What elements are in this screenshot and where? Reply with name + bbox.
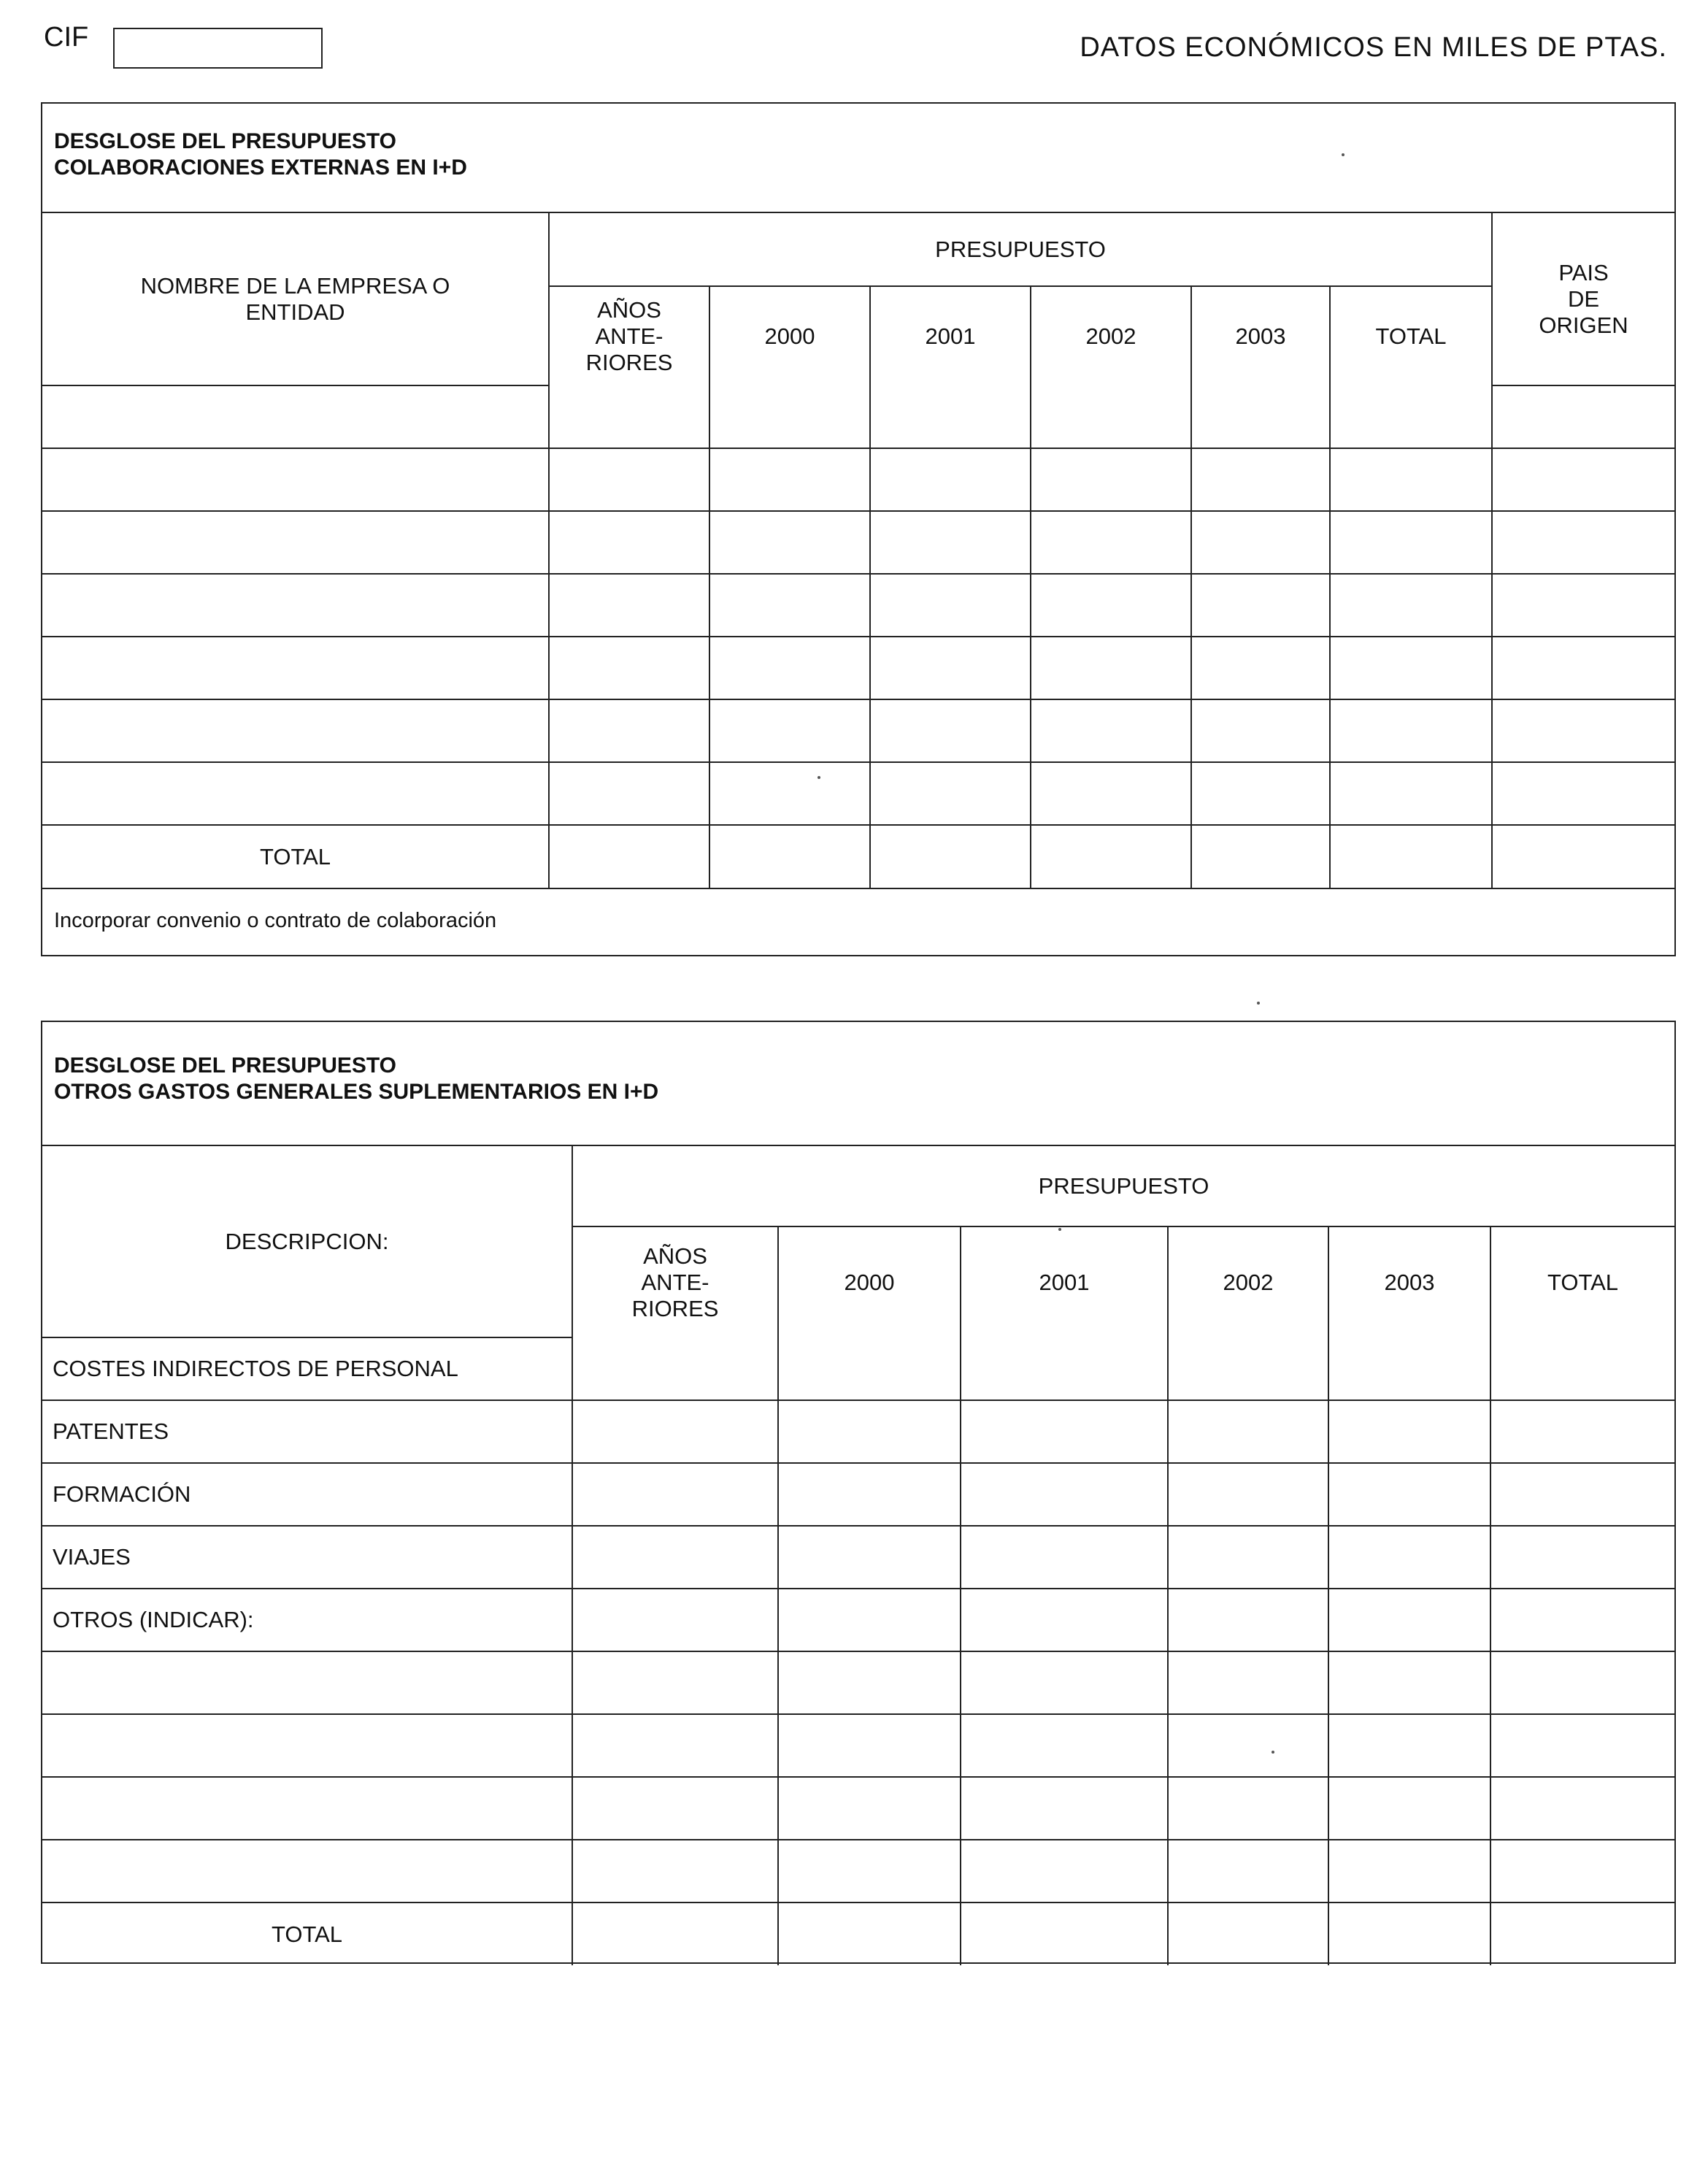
entry-cell[interactable] (1492, 574, 1674, 637)
section1-title-line2: COLABORACIONES EXTERNAS EN I+D (54, 156, 467, 180)
entry-cell[interactable] (1490, 1714, 1674, 1777)
entry-cell[interactable] (709, 511, 870, 574)
expenses-total-row (42, 1903, 1674, 1965)
entry-cell[interactable] (870, 511, 1031, 574)
expense-row (42, 1463, 1674, 1526)
entry-cell[interactable] (961, 1526, 1168, 1589)
entry-cell[interactable] (42, 762, 549, 825)
entry-cell[interactable] (778, 1777, 961, 1840)
total-header: TOTAL (1330, 286, 1492, 385)
entry-cell[interactable] (1031, 699, 1191, 762)
entry-cell[interactable] (778, 1337, 961, 1400)
entry-cell[interactable] (778, 1840, 961, 1903)
year-2000-header-2: 2000 (778, 1226, 961, 1337)
entry-cell[interactable] (870, 574, 1031, 637)
entry-cell[interactable] (778, 1400, 961, 1463)
entry-cell[interactable] (549, 637, 709, 699)
entry-cell[interactable] (1492, 762, 1674, 825)
expense-row (42, 1651, 1674, 1714)
entry-cell[interactable] (1168, 1526, 1328, 1589)
expense-row (42, 1777, 1674, 1840)
entry-cell[interactable] (572, 1903, 778, 1965)
entry-cell[interactable] (1490, 1651, 1674, 1714)
collaboration-row (42, 448, 1674, 511)
year-2002-header: 2002 (1031, 286, 1191, 385)
entry-cell[interactable] (42, 574, 549, 637)
cif-label: CIF (44, 22, 89, 53)
entry-cell[interactable] (961, 1463, 1168, 1526)
expense-row-label[interactable] (42, 1840, 572, 1903)
section2-title-line2: OTROS GASTOS GENERALES SUPLEMENTARIOS EN I+D (54, 1080, 659, 1104)
entry-cell[interactable] (1031, 637, 1191, 699)
company-name-header: NOMBRE DE LA EMPRESA O ENTIDAD (42, 213, 549, 385)
entry-cell[interactable] (961, 1840, 1168, 1903)
expense-row-label[interactable] (42, 1714, 572, 1777)
entry-cell[interactable] (1168, 1337, 1328, 1400)
expense-row-label[interactable] (42, 1777, 572, 1840)
other-expenses-body (42, 1337, 1674, 1965)
entry-cell[interactable] (709, 385, 870, 448)
entry-cell[interactable] (778, 1651, 961, 1714)
entry-cell[interactable] (961, 1589, 1168, 1651)
collaboration-row (42, 511, 1674, 574)
entry-cell[interactable] (1031, 825, 1191, 888)
scan-speck (1058, 1228, 1061, 1231)
entry-cell[interactable] (572, 1777, 778, 1840)
entry-cell[interactable] (42, 385, 549, 448)
entry-cell[interactable] (549, 385, 709, 448)
entry-cell[interactable] (1191, 511, 1330, 574)
expense-row (42, 1526, 1674, 1589)
entry-cell[interactable] (709, 762, 870, 825)
previous-years-header-2: AÑOS ANTE- RIORES (572, 1226, 778, 1337)
entry-cell[interactable] (709, 825, 870, 888)
previous-years-header: AÑOS ANTE- RIORES (549, 286, 709, 385)
entry-cell[interactable] (778, 1903, 961, 1965)
entry-cell[interactable] (1031, 762, 1191, 825)
expense-row-label: COSTES INDIRECTOS DE PERSONAL (42, 1337, 572, 1400)
entry-cell[interactable] (42, 637, 549, 699)
entry-cell[interactable] (1328, 1463, 1490, 1526)
entry-cell[interactable] (778, 1526, 961, 1589)
agreement-footnote: Incorporar convenio o contrato de colaboración (42, 888, 1674, 951)
entry-cell[interactable] (870, 699, 1031, 762)
expense-row-label: OTROS (INDICAR): (42, 1589, 572, 1651)
entry-cell[interactable] (1191, 637, 1330, 699)
scan-speck (818, 776, 820, 779)
entry-cell[interactable] (1492, 385, 1674, 448)
entry-cell[interactable] (572, 1840, 778, 1903)
entry-cell[interactable] (1328, 1337, 1490, 1400)
entry-cell[interactable] (42, 448, 549, 511)
presupuesto-header-2: PRESUPUESTO (572, 1146, 1674, 1226)
entry-cell[interactable] (961, 1903, 1168, 1965)
collaborations-body (42, 385, 1674, 888)
entry-cell[interactable] (709, 448, 870, 511)
entry-cell[interactable] (961, 1777, 1168, 1840)
year-2001-header-2: 2001 (961, 1226, 1168, 1337)
entry-cell[interactable] (1191, 699, 1330, 762)
entry-cell[interactable] (709, 574, 870, 637)
collaboration-row (42, 699, 1674, 762)
entry-cell[interactable] (1492, 825, 1674, 888)
country-origin-header: PAIS DE ORIGEN (1492, 213, 1674, 385)
entry-cell[interactable] (1328, 1903, 1490, 1965)
other-expenses-table (42, 1146, 1674, 1965)
entry-cell[interactable] (709, 637, 870, 699)
entry-cell[interactable] (1328, 1714, 1490, 1777)
entry-cell[interactable] (549, 699, 709, 762)
entry-cell[interactable] (778, 1463, 961, 1526)
entry-cell[interactable] (1168, 1714, 1328, 1777)
entry-cell[interactable] (1168, 1400, 1328, 1463)
entry-cell[interactable] (549, 762, 709, 825)
entry-cell[interactable] (1492, 511, 1674, 574)
entry-cell[interactable] (549, 511, 709, 574)
entry-cell[interactable] (1031, 448, 1191, 511)
entry-cell[interactable] (961, 1337, 1168, 1400)
entry-cell[interactable] (42, 511, 549, 574)
collaboration-row (42, 637, 1674, 699)
entry-cell[interactable] (1330, 385, 1492, 448)
entry-cell[interactable] (1330, 825, 1492, 888)
entry-cell[interactable] (572, 1589, 778, 1651)
entry-cell[interactable] (1168, 1463, 1328, 1526)
entry-cell[interactable] (1492, 699, 1674, 762)
entry-cell[interactable] (1328, 1840, 1490, 1903)
year-2002-header-2: 2002 (1168, 1226, 1328, 1337)
external-collaborations-panel (41, 102, 1676, 956)
year-2003-header: 2003 (1191, 286, 1330, 385)
entry-cell[interactable] (1490, 1463, 1674, 1526)
entry-cell[interactable] (870, 637, 1031, 699)
entry-cell[interactable] (1031, 385, 1191, 448)
section2-title (42, 1022, 1674, 1146)
description-header: DESCRIPCION: (42, 1146, 572, 1337)
collaborations-total-row (42, 825, 1674, 888)
entry-cell[interactable] (961, 1714, 1168, 1777)
entry-cell[interactable] (1031, 511, 1191, 574)
entry-cell[interactable] (1191, 448, 1330, 511)
entry-cell[interactable] (572, 1337, 778, 1400)
entry-cell[interactable] (1328, 1651, 1490, 1714)
total-row-label: TOTAL (42, 825, 549, 888)
entry-cell[interactable] (778, 1714, 961, 1777)
entry-cell[interactable] (1490, 1400, 1674, 1463)
entry-cell[interactable] (1330, 699, 1492, 762)
total-row-label: TOTAL (42, 1903, 572, 1965)
entry-cell[interactable] (549, 825, 709, 888)
expense-row (42, 1589, 1674, 1651)
entry-cell[interactable] (1191, 385, 1330, 448)
entry-cell[interactable] (1328, 1777, 1490, 1840)
collaboration-row (42, 762, 1674, 825)
year-2001-header: 2001 (870, 286, 1031, 385)
entry-cell[interactable] (1168, 1777, 1328, 1840)
entry-cell[interactable] (1191, 574, 1330, 637)
entry-cell[interactable] (1490, 1777, 1674, 1840)
entry-cell[interactable] (709, 699, 870, 762)
entry-cell[interactable] (1490, 1526, 1674, 1589)
expense-row (42, 1337, 1674, 1400)
cif-input-box[interactable] (113, 28, 323, 69)
presupuesto-header: PRESUPUESTO (549, 213, 1492, 286)
expense-row-label: PATENTES (42, 1400, 572, 1463)
entry-cell[interactable] (572, 1526, 778, 1589)
scan-speck (1272, 1751, 1274, 1754)
entry-cell[interactable] (778, 1589, 961, 1651)
scan-speck (1342, 153, 1345, 156)
entry-cell[interactable] (961, 1651, 1168, 1714)
collaboration-row (42, 385, 1674, 448)
entry-cell[interactable] (572, 1463, 778, 1526)
entry-cell[interactable] (1330, 448, 1492, 511)
entry-cell[interactable] (549, 448, 709, 511)
section1-title-line1: DESGLOSE DEL PRESUPUESTO (54, 129, 396, 153)
entry-cell[interactable] (1191, 762, 1330, 825)
section2-title-line1: DESGLOSE DEL PRESUPUESTO (54, 1053, 396, 1078)
collaboration-row (42, 574, 1674, 637)
entry-cell[interactable] (870, 825, 1031, 888)
other-expenses-panel (41, 1021, 1676, 1964)
entry-cell[interactable] (1490, 1337, 1674, 1400)
entry-cell[interactable] (1330, 637, 1492, 699)
year-2003-header-2: 2003 (1328, 1226, 1490, 1337)
entry-cell[interactable] (870, 762, 1031, 825)
entry-cell[interactable] (1168, 1589, 1328, 1651)
entry-cell[interactable] (572, 1400, 778, 1463)
entry-cell[interactable] (1330, 511, 1492, 574)
section1-title (42, 104, 1674, 213)
entry-cell[interactable] (870, 448, 1031, 511)
entry-cell[interactable] (549, 574, 709, 637)
expense-row (42, 1840, 1674, 1903)
entry-cell[interactable] (1492, 448, 1674, 511)
entry-cell[interactable] (1191, 825, 1330, 888)
entry-cell[interactable] (1031, 574, 1191, 637)
entry-cell[interactable] (1330, 574, 1492, 637)
expense-row-label: VIAJES (42, 1526, 572, 1589)
entry-cell[interactable] (1330, 762, 1492, 825)
entry-cell[interactable] (1168, 1651, 1328, 1714)
entry-cell[interactable] (42, 699, 549, 762)
entry-cell[interactable] (1328, 1400, 1490, 1463)
entry-cell[interactable] (961, 1400, 1168, 1463)
entry-cell[interactable] (572, 1714, 778, 1777)
entry-cell[interactable] (1328, 1589, 1490, 1651)
scan-speck (1257, 1002, 1260, 1005)
expense-row (42, 1714, 1674, 1777)
entry-cell[interactable] (1490, 1589, 1674, 1651)
collaborations-table (42, 213, 1674, 888)
entry-cell[interactable] (1490, 1840, 1674, 1903)
entry-cell[interactable] (870, 385, 1031, 448)
entry-cell[interactable] (572, 1651, 778, 1714)
total-header-2: TOTAL (1490, 1226, 1674, 1337)
expense-row-label: FORMACIÓN (42, 1463, 572, 1526)
year-2000-header: 2000 (709, 286, 870, 385)
expense-row-label[interactable] (42, 1651, 572, 1714)
entry-cell[interactable] (1490, 1903, 1674, 1965)
entry-cell[interactable] (1492, 637, 1674, 699)
expense-row (42, 1400, 1674, 1463)
entry-cell[interactable] (1328, 1526, 1490, 1589)
entry-cell[interactable] (1168, 1840, 1328, 1903)
entry-cell[interactable] (1168, 1903, 1328, 1965)
economic-data-note: DATOS ECONÓMICOS EN MILES DE PTAS. (1080, 32, 1667, 63)
